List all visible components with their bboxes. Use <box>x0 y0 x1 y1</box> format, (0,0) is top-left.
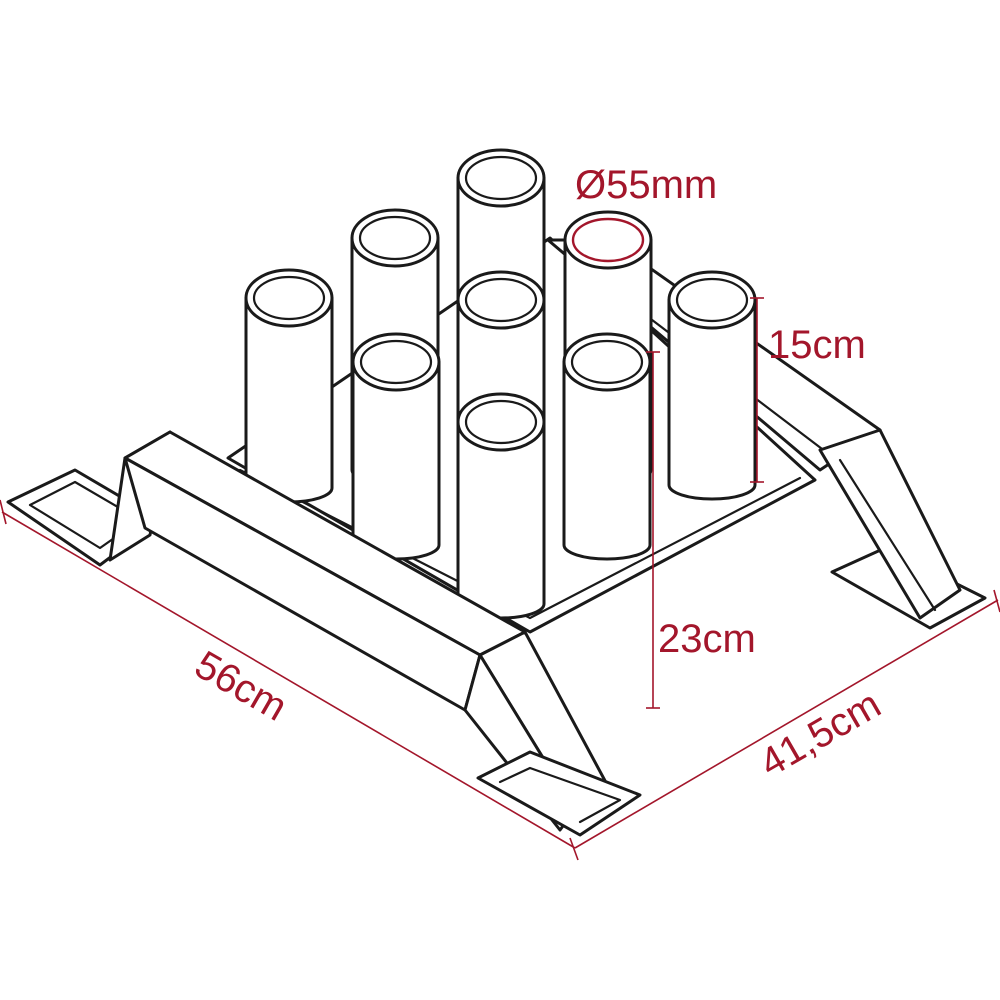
tube-front-center <box>458 394 544 618</box>
tube-front-left <box>353 334 439 559</box>
tube-height-label: 15cm <box>768 323 866 367</box>
width-41-5cm-line <box>575 600 998 848</box>
tube-left <box>246 270 332 502</box>
diameter-label: Ø55mm <box>575 163 718 207</box>
width-label: 41,5cm <box>752 682 889 786</box>
tube-right <box>669 272 755 499</box>
total-height-label: 23cm <box>658 617 756 661</box>
length-label: 56cm <box>187 642 295 730</box>
tube-front-right <box>564 334 650 559</box>
front-foot <box>478 752 640 835</box>
